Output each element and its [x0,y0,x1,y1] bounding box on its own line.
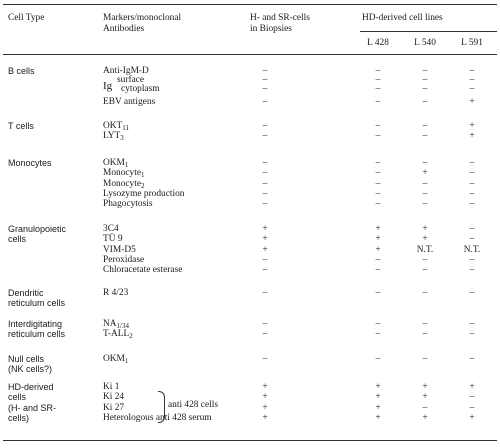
table-cell: – [469,354,475,364]
marker-text: 3C4 [103,224,119,234]
marker-text: Ki 1 [103,382,120,392]
marker-subscript: 1 [141,171,145,180]
table-cell: + [262,234,268,245]
marker-subscript: 3 [120,134,124,143]
cell-type-label: cells [8,392,27,403]
table-cell: + [262,382,268,392]
header-biopsy-line2: in Biopsies [250,24,292,34]
table-cell: N.T. [416,244,434,255]
marker-label [103,265,182,276]
table-cell: – [422,178,428,189]
table-cell: – [375,188,381,199]
table-cell: – [375,354,381,364]
table-cell: – [262,158,268,168]
marker-label [103,354,128,367]
table-cell: – [422,158,428,168]
cell-type-label: (H- and SR- [8,402,57,413]
table-cell: – [469,66,475,76]
table-cell: – [262,254,268,265]
table-cell: + [375,224,381,234]
table-cell: + [469,121,475,131]
group-underline [360,31,497,32]
cell-type-label: Granulopoietic [8,224,67,234]
table-cell: + [262,392,268,403]
table-cell: + [375,234,381,245]
cell-type-label: cells) [8,412,30,423]
table-cell: – [262,319,268,329]
table-cell: – [262,131,268,142]
marker-subscript: 2 [141,181,145,190]
top-rule [3,4,497,5]
header-rule [3,54,497,55]
marker-label [103,288,128,299]
table-cell: – [422,254,428,265]
table-cell: – [469,329,475,340]
marker-text: TÜ 9 [103,234,123,245]
table-cell: – [469,265,475,276]
marker-subscript: 1/34 [116,322,129,330]
marker-ig: Ig [103,80,113,93]
table-cell: + [469,96,475,107]
marker-text: OKT [103,121,123,131]
table-cell: – [262,354,268,364]
table-cell: – [469,188,475,199]
table-cell: + [422,234,428,245]
table-cell: – [375,319,381,329]
table-cell: – [375,288,381,298]
marker-label [103,97,155,108]
table-cell: – [469,178,475,189]
table-cell: + [375,392,381,403]
header-biopsy-line1: H- and SR-cells [250,13,310,23]
table-cell: – [469,402,475,413]
cell-type-label: reticulum cells [8,329,66,340]
table-cell: – [375,168,381,179]
table-cell: + [262,244,268,255]
marker-text: NA [103,319,117,329]
cell-type-label: Dendritic [8,288,44,298]
table-cell: – [469,158,475,168]
table-cell: – [422,66,428,76]
table-cell: – [375,66,381,76]
brace [158,391,165,423]
table-cell: – [469,199,475,210]
table-cell: – [375,75,381,86]
table-cell: – [375,96,381,107]
table-cell: + [262,412,268,423]
table-cell: – [375,254,381,265]
table-cell: + [262,402,268,413]
table-cell: – [375,84,381,95]
marker-text: Ki 27 [103,402,125,413]
table-cell: + [375,412,381,423]
table-cell: + [375,402,381,413]
marker-label [103,329,133,342]
marker-subscript: 1 [124,161,129,169]
cell-type-label: Interdigitating [8,319,63,329]
table-cell: – [422,121,428,131]
table-cell: – [469,84,475,95]
table-cell: + [422,382,428,392]
table-cell: – [262,329,268,340]
marker-subscript: 1 [124,357,129,365]
table-cell: + [422,168,428,179]
marker-text: R 4/23 [103,288,129,298]
marker-label [103,199,152,210]
marker-text: EBV antigens [103,96,156,107]
table-cell: – [422,288,428,298]
marker-text: Monocyte [103,178,142,189]
cell-type-label: Null cells [8,354,45,364]
table-cell: + [375,382,381,392]
table-cell: – [262,66,268,76]
table-cell: – [469,234,475,245]
header-line-col-1: L 540 [414,38,436,48]
table-cell: + [422,224,428,234]
header-markers-line1: Markers/monoclonal [103,13,182,23]
header-cell-type: Cell Type [8,13,45,23]
table-cell: + [422,392,428,403]
header-line-col-2: L 591 [461,38,483,48]
marker-label [103,131,124,144]
marker-text: Peroxidase [103,254,145,265]
table-cell: – [422,329,428,340]
table-cell: – [422,131,428,142]
marker-text: OKM [103,158,125,168]
table-cell: – [375,131,381,142]
table-cell: – [422,75,428,86]
table-cell: – [262,121,268,131]
table-cell: – [422,199,428,210]
table-cell: – [262,84,268,95]
table-cell: – [262,178,268,189]
marker-text: Lysozyme production [103,188,185,199]
table-cell: – [469,224,475,234]
table-cell: – [469,254,475,265]
table-cell: + [469,382,475,392]
marker-text: LYT [103,131,121,142]
table-cell: – [469,75,475,86]
marker-text: Anti-IgM-D [103,66,149,76]
table-cell: – [422,188,428,199]
table-cell: – [422,96,428,107]
cell-type-label: HD-derived [8,382,54,392]
table-cell: – [469,168,475,179]
marker-text: Ki 24 [103,392,125,403]
table-cell: + [262,224,268,234]
brace-label: anti 428 cells [168,400,218,410]
table-cell: – [422,84,428,95]
bottom-rule [3,440,497,441]
table-cell: – [422,354,428,364]
table-cell: + [469,131,475,142]
table-cell: + [469,412,475,423]
table-cell: – [375,178,381,189]
table-cell: – [262,75,268,86]
cell-type-label: T cells [8,121,34,131]
header-lines-group: HD-derived cell lines [362,13,443,23]
cell-type-label: Monocytes [8,158,52,168]
table-cell: – [262,288,268,298]
header-markers-line2: Antibodies [103,24,145,34]
table-cell: – [262,168,268,179]
cell-type-label: (NK cells?) [8,364,53,375]
marker-ig-surface: surface [117,75,145,86]
marker-ig-cytoplasm: cytoplasm [121,84,160,95]
marker-text: VIM-D5 [103,244,136,255]
table-cell: – [375,199,381,210]
header-line-col-0: L 428 [367,38,389,48]
marker-subscript: 2 [129,332,133,341]
table-cell: – [469,392,475,403]
marker-text: Phagocytosis [103,199,153,210]
marker-text: Chloracetate esterase [103,265,183,276]
table-cell: – [375,158,381,168]
marker-text: Monocyte [103,168,142,179]
table-cell: – [262,199,268,210]
table-cell: – [262,188,268,199]
cell-type-label: cells [8,234,27,245]
cell-type-label: B cells [8,66,35,76]
table-cell: + [375,244,381,255]
marker-text: Heterologous anti 428 serum [103,412,212,423]
table-cell: – [375,121,381,131]
table-cell: – [469,288,475,298]
table-cell: + [422,412,428,423]
cell-type-label: reticulum cells [8,298,66,309]
table-cell: – [375,265,381,276]
table-cell: – [469,319,475,329]
table-cell: – [422,319,428,329]
table-cell: – [262,265,268,276]
marker-text: OKM [103,354,125,364]
table-cell: N.T. [463,244,481,255]
table-cell: – [375,329,381,340]
marker-text: T-ALL [103,329,130,340]
table-cell: – [262,96,268,107]
table-cell: – [422,265,428,276]
table-cell: – [422,402,428,413]
marker-subscript: 11 [122,124,130,132]
